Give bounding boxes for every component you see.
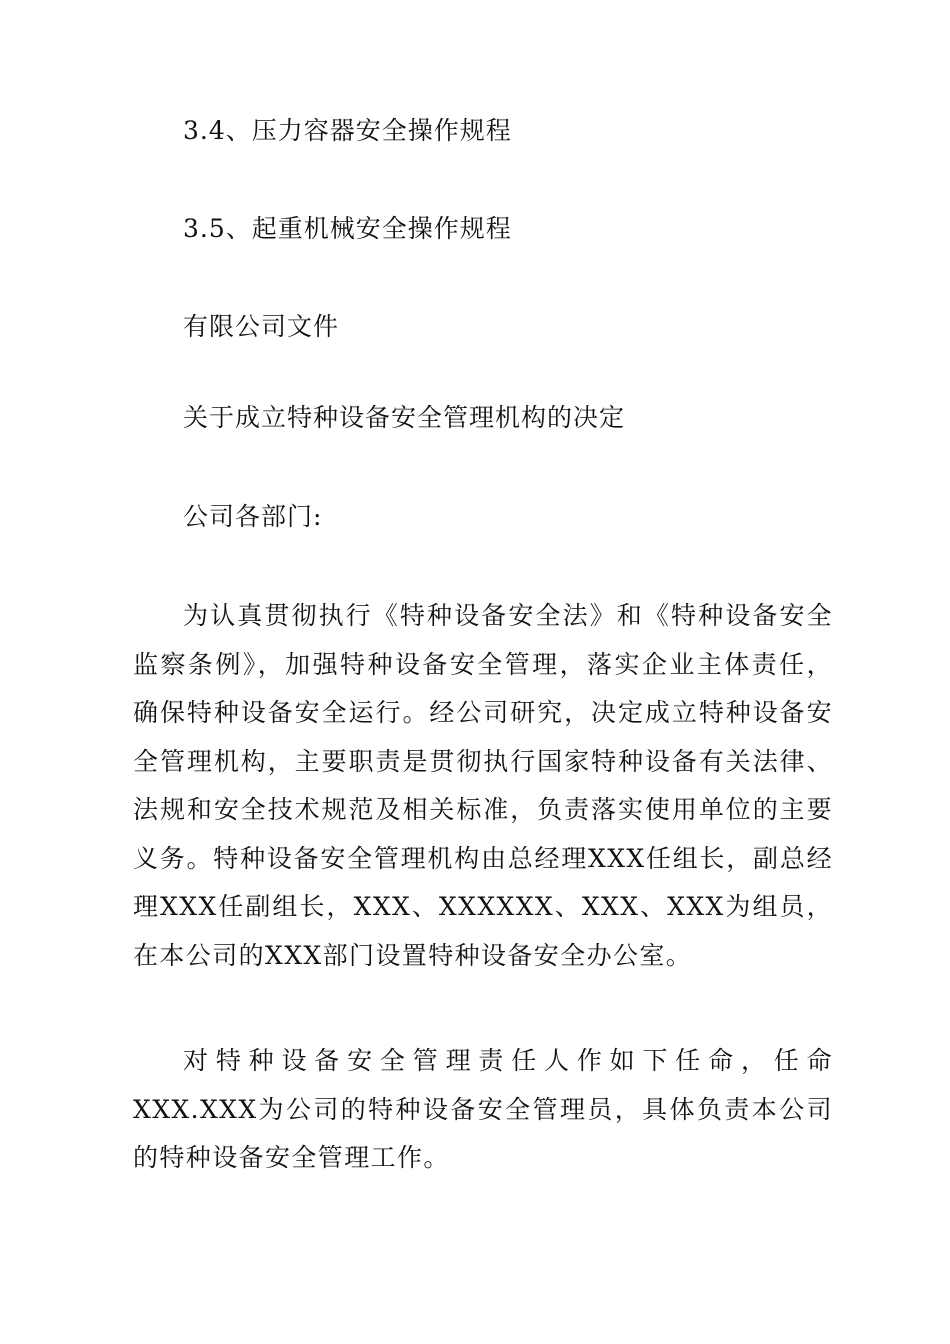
salutation: 公司各部门:	[183, 502, 323, 531]
document-header: 有限公司文件	[183, 312, 340, 341]
body-paragraph-decision: 为认真贯彻执行《特种设备安全法》和《特种设备安全监察条例》，加强特种设备安全管理，落实企业主体责任，确保特种设备安全运行。经公司研究，决定成立特种设备安全管理机构，主要职责是贯彻执行国家特种设备有关法律、法规和安全技术规范及相关标准，负责落实使用单位的主要义务。特种设备安全管理机构由总经理XXX任组长，副总经理XXX任副组长，XXX、XXXXXX、XXX、XXX为组员，在本公司的XXX部门设置特种设备安全办公室。	[133, 601, 833, 970]
section-heading-3-4: 3.4、压力容器安全操作规程	[183, 116, 512, 145]
body-paragraph-appointment: 对特种设备安全管理责任人作如下任命，任命XXX.XXX为公司的特种设备安全管理员，具体负责本公司的特种设备安全管理工作。	[133, 1046, 833, 1172]
document-title: 关于成立特种设备安全管理机构的决定	[183, 403, 626, 432]
section-heading-3-5: 3.5、起重机械安全操作规程	[183, 214, 512, 243]
